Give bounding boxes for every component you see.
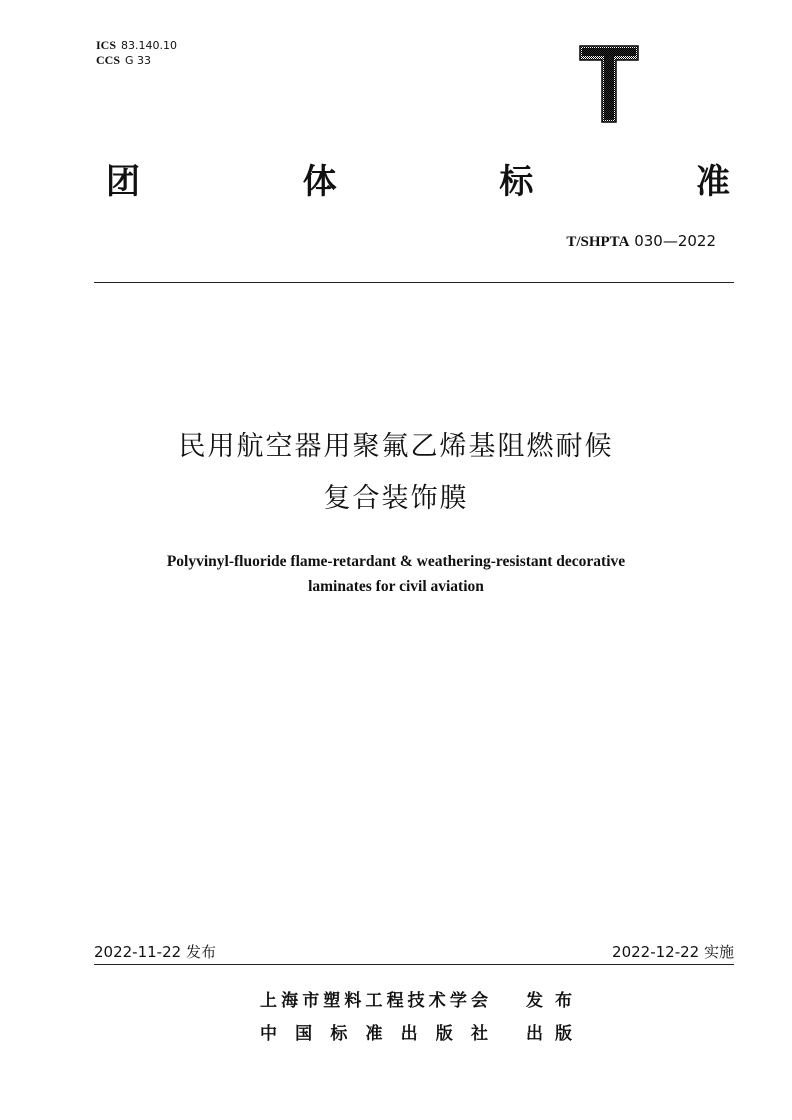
publisher-char: 国 [295, 1024, 313, 1044]
publisher-char: 中 [260, 1024, 277, 1044]
t-standard-logo [578, 42, 640, 124]
top-divider [94, 282, 734, 283]
role-char: 出 [526, 1024, 543, 1044]
publisher-char: 出 [400, 1024, 418, 1044]
ccs-row [96, 53, 177, 68]
standard-type-char: 团 [106, 162, 140, 202]
standard-type-char: 体 [302, 162, 337, 202]
bottom-divider [94, 964, 734, 965]
publisher-char: 标 [330, 1024, 348, 1044]
role-char: 版 [555, 1024, 572, 1044]
ics-row [96, 38, 177, 53]
role-char: 布 [555, 991, 572, 1011]
publisher-char: 学 [449, 991, 467, 1011]
publisher-char: 海 [281, 991, 299, 1011]
publisher-char: 版 [435, 1024, 453, 1044]
title-en-line-1: Polyvinyl-fluoride flame-retardant & weathering-resistant decorative [166, 553, 626, 570]
role-char: 发 [526, 991, 543, 1011]
ccs-label: CCS [96, 53, 121, 67]
standard-type-char: 标 [499, 162, 534, 202]
publisher-char: 上 [260, 991, 277, 1011]
ics-label: ICS [96, 38, 117, 52]
publisher-char: 术 [428, 991, 446, 1011]
title-zh-line-2: 复合装饰膜 [323, 483, 469, 514]
publisher-char: 技 [407, 991, 425, 1011]
publisher-char: 准 [365, 1024, 383, 1044]
standard-type-char: 准 [695, 162, 730, 202]
classification-codes [96, 38, 177, 68]
title-en-line-2: laminates for civil aviation [308, 578, 484, 595]
ccs-code: G 33 [125, 54, 152, 67]
publisher-char: 塑 [323, 991, 341, 1011]
standard-number-value: 030—2022 [634, 232, 716, 250]
publisher-char: 市 [302, 991, 320, 1011]
publisher-char: 工 [365, 991, 383, 1011]
publisher-role [526, 1023, 572, 1045]
publisher-char: 料 [344, 991, 362, 1011]
ics-code: 83.140.10 [121, 39, 177, 52]
implement-date: 2022-12-22 实施 [612, 943, 734, 961]
standard-type-heading [106, 162, 730, 202]
standard-number [566, 232, 716, 251]
title-zh-line-1: 民用航空器用聚氟乙烯基阻燃耐候 [178, 431, 614, 462]
publisher-org [260, 990, 488, 1012]
standard-number-prefix: T/SHPTA [566, 234, 630, 250]
publisher-org [260, 1023, 488, 1045]
publisher-char: 会 [470, 991, 488, 1011]
publisher-role [526, 990, 572, 1012]
publisher-char: 社 [470, 1024, 488, 1044]
publisher-char: 程 [386, 991, 404, 1011]
publish-date: 2022-11-22 发布 [94, 943, 216, 961]
